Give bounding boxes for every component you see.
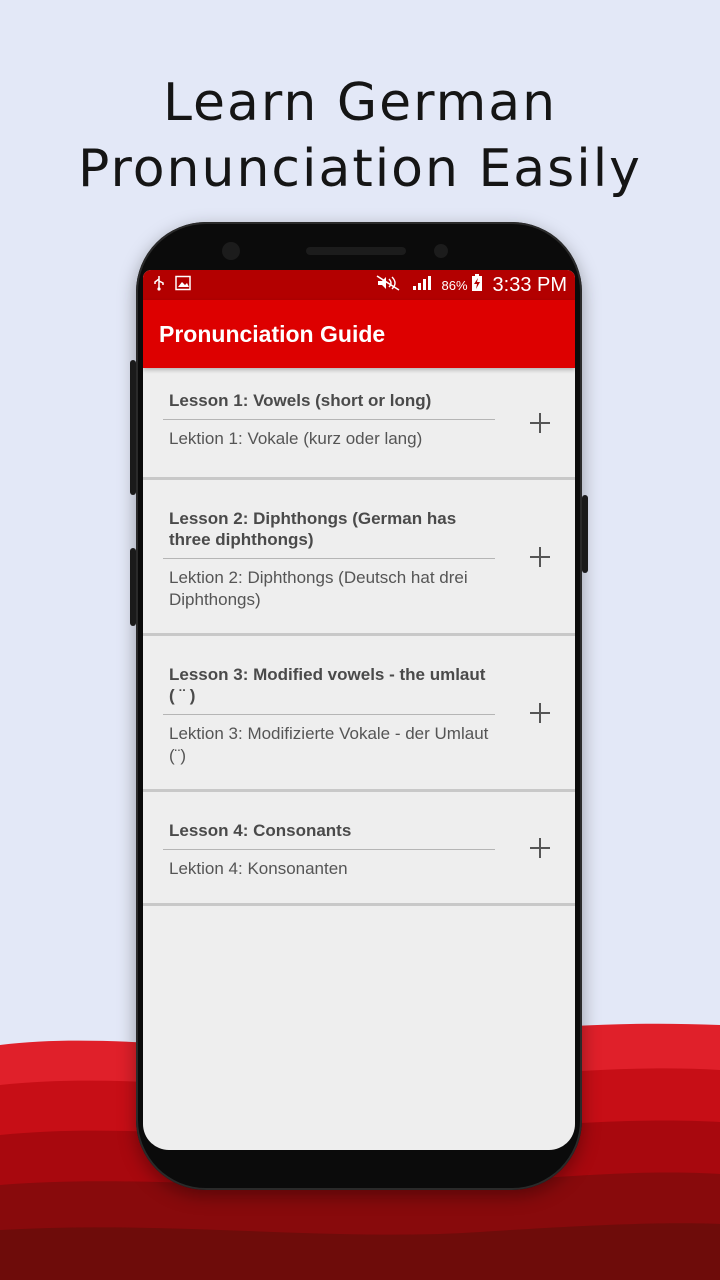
lesson-list bbox=[143, 368, 575, 906]
front-camera bbox=[222, 242, 240, 260]
lesson-title: Lesson 3: Modified vowels - the umlaut ( ¨ ) bbox=[169, 665, 486, 705]
image-icon bbox=[175, 275, 191, 295]
lesson-item-3[interactable] bbox=[143, 636, 575, 792]
volume-button[interactable] bbox=[130, 360, 136, 495]
earpiece-speaker bbox=[306, 247, 406, 255]
lesson-subtitle: Lektion 2: Diphthongs (Deutsch hat drei Diphthongs) bbox=[169, 568, 468, 609]
mute-icon bbox=[375, 275, 401, 295]
lesson-title: Lesson 2: Diphthongs (German has three diphthongs) bbox=[169, 509, 457, 549]
app-title: Pronunciation Guide bbox=[159, 320, 386, 347]
signal-icon bbox=[411, 275, 431, 295]
status-time: 3:33 PM bbox=[492, 273, 567, 296]
promo-line-2: Pronunciation Easily bbox=[78, 139, 642, 199]
lesson-title: Lesson 4: Consonants bbox=[169, 821, 352, 840]
lesson-subtitle: Lektion 3: Modifizierte Vokale - der Umlaut (¨) bbox=[169, 724, 489, 765]
status-bar bbox=[143, 270, 575, 300]
lesson-title: Lesson 1: Vowels (short or long) bbox=[169, 391, 432, 410]
lesson-subtitle: Lektion 1: Vokale (kurz oder lang) bbox=[169, 429, 423, 448]
usb-icon bbox=[153, 275, 165, 295]
battery-charging-icon bbox=[471, 274, 483, 296]
app-bar bbox=[143, 300, 575, 368]
lesson-item-1[interactable] bbox=[143, 368, 575, 480]
bixby-button[interactable] bbox=[130, 548, 136, 626]
lesson-item-4[interactable] bbox=[143, 792, 575, 906]
proximity-sensor bbox=[434, 244, 448, 258]
expand-plus-icon[interactable] bbox=[525, 408, 555, 438]
battery-percent: 86% bbox=[441, 277, 468, 293]
expand-plus-icon[interactable] bbox=[525, 833, 555, 863]
lesson-item-2[interactable] bbox=[143, 480, 575, 636]
phone-screen bbox=[143, 270, 575, 1150]
expand-plus-icon[interactable] bbox=[525, 542, 555, 572]
lesson-subtitle: Lektion 4: Konsonanten bbox=[169, 859, 348, 878]
promo-line-1: Learn German bbox=[162, 73, 558, 133]
expand-plus-icon[interactable] bbox=[525, 698, 555, 728]
promo-headline bbox=[0, 70, 720, 202]
power-button[interactable] bbox=[582, 495, 588, 573]
